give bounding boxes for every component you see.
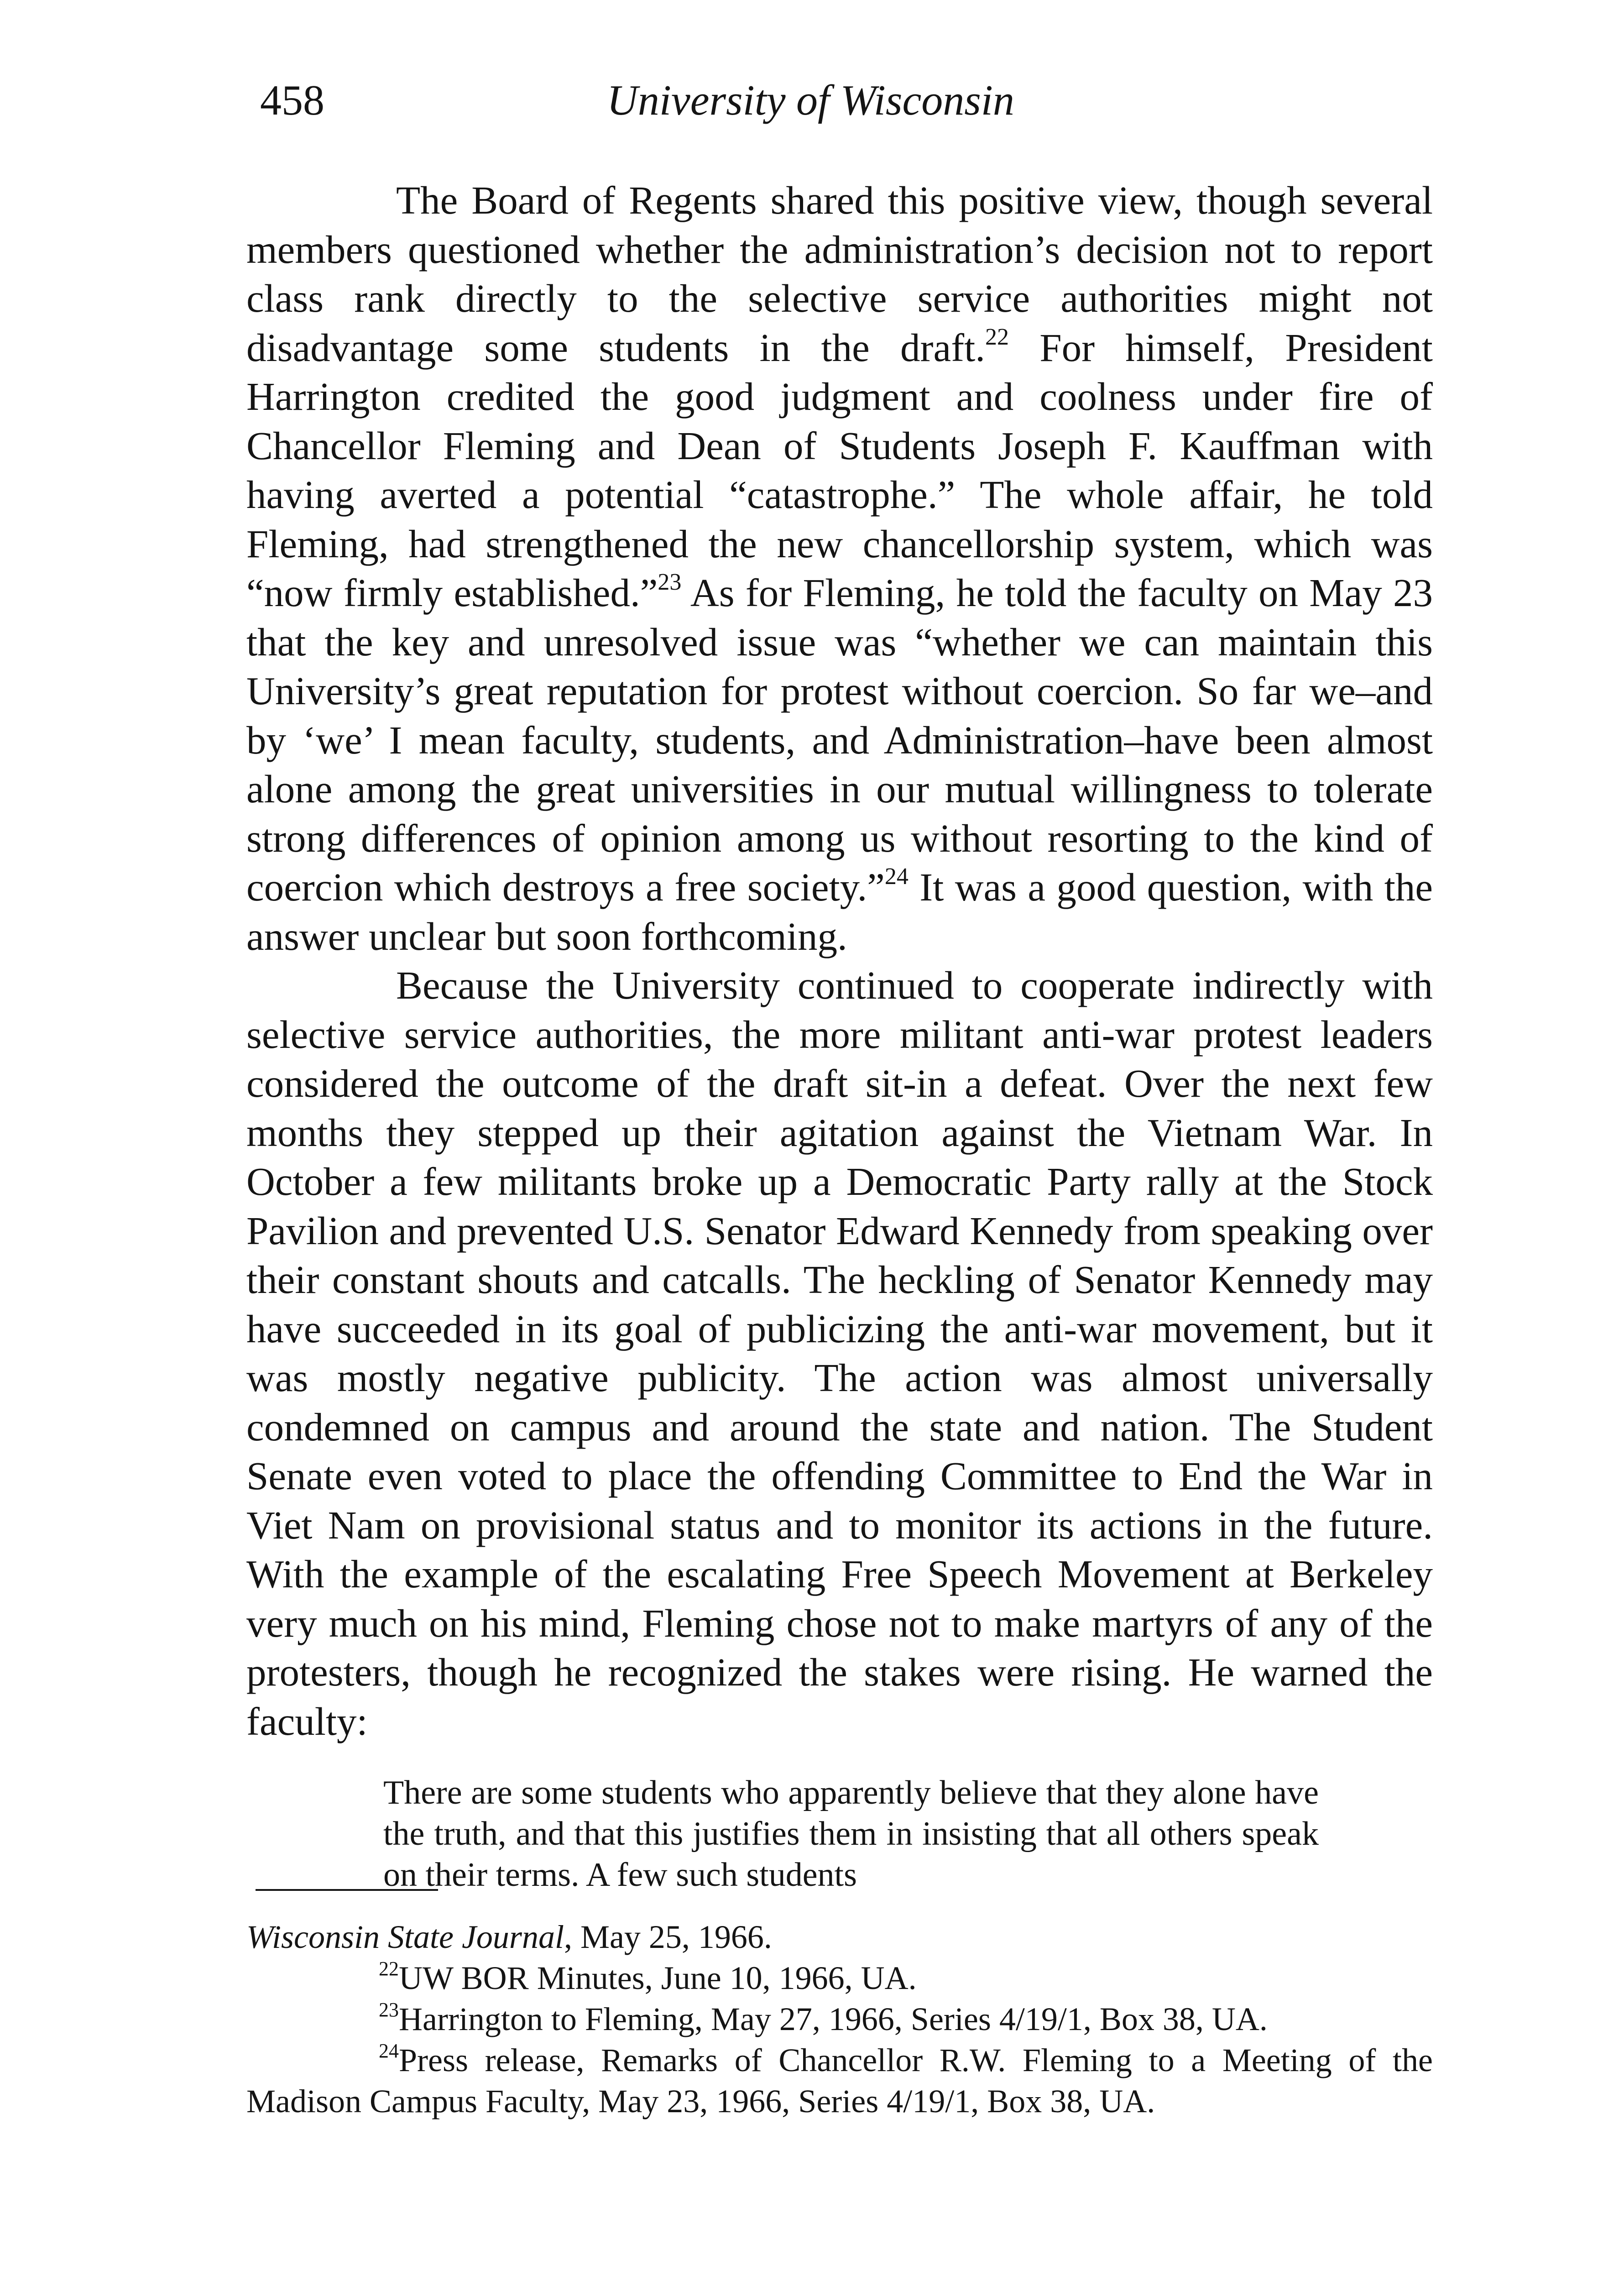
footnote-text: UW BOR Minutes, June 10, 1966, UA. — [399, 1960, 917, 1996]
footnote-source-title: Wisconsin State Journal — [246, 1919, 564, 1955]
footnote-source-date: , May 25, 1966. — [564, 1919, 772, 1955]
page-number: 458 — [260, 77, 324, 124]
footnote-23 — [246, 1999, 1433, 2040]
running-title: University of Wisconsin — [607, 77, 1014, 124]
footnote-22 — [246, 1957, 1433, 1999]
footnote-ref-23: 23 — [658, 569, 682, 595]
body-text — [246, 176, 1433, 1895]
paragraph-text: Because the University continued to cooperate indirectly with selective service authorities, the more militant anti-war protest leaders considered the outcome of the draft sit-in a defeat. Over the next few months they stepped up their agitation against the Vietnam War. In October a few militants broke up a Democratic Party rally at the Stock Pavilion and prevented U.S. Senator Edward Kennedy from speaking over their constant shouts and catcalls. The heckling of Senator Kennedy may have succeeded in its goal of publicizing the anti-war movement, but it was mostly negative publicity. The action was almost universally condemned on campus and around the state and nation. The Student Senate even voted to place the offending Committee to End the War in Viet Nam on provisional status and to monitor its actions in the future. With the example of the escalating Free Speech Movement at Berkeley very much on his mind, Fleming chose not to make martyrs of any of the protesters, though he recognized the stakes were rising. He warned the faculty: — [246, 963, 1433, 1743]
footnote-24 — [246, 2040, 1433, 2122]
footnote-text: Harrington to Fleming, May 27, 1966, Series 4/19/1, Box 38, UA. — [399, 2001, 1268, 2037]
footnote-ref-22: 22 — [985, 324, 1009, 350]
footnote-continuation — [246, 1916, 1433, 1957]
footnote-mark: 24 — [379, 2040, 399, 2062]
paragraph-2 — [246, 961, 1433, 1746]
paragraph-text: For himself, President Harrington credited the good judgment and coolness under fire of Chancellor Fleming and Dean of Students Joseph F. Kauffman with having averted a potential “catastrophe.” The whole affair, he told Fleming, had strengthened the new chancellorship system, which was “now firmly established.” — [246, 325, 1433, 615]
footnote-mark: 23 — [379, 1999, 399, 2021]
paragraph-1 — [246, 176, 1433, 961]
paragraph-text: The Board of Regents shared this positive view, though several members questioned whether the administration’s decision not to report class rank directly to the selective service authorities might not disadvantage some students in the draft. — [246, 178, 1433, 370]
paragraph-text: It was a good question, with the answer unclear but soon forthcoming. — [246, 865, 1433, 958]
footnotes — [246, 1916, 1433, 2122]
running-head — [246, 68, 1433, 132]
footnote-mark: 22 — [379, 1957, 399, 1980]
footnote-ref-24: 24 — [884, 864, 909, 890]
paragraph-text: As for Fleming, he told the faculty on May 23 that the key and unresolved issue was “whether we can maintain this University’s great reputation for protest without coercion. So far we–and by ‘we’ I mean faculty, students, and Administration–have been almost alone among the great universities in our mutual willingness to tolerate strong differences of opinion among us without resorting to the kind of coercion which destroys a free society.” — [246, 570, 1433, 909]
footnote-text: Press release, Remarks of Chancellor R.W. Fleming to a Meeting of the Madison Campus Faculty, May 23, 1966, Series 4/19/1, Box 38, UA. — [246, 2042, 1433, 2120]
book-page — [246, 68, 1433, 2122]
block-quote: There are some students who apparently believe that they alone have the truth, and that this justifies them in insisting that all others speak on their terms. A few such students — [383, 1774, 1319, 1894]
